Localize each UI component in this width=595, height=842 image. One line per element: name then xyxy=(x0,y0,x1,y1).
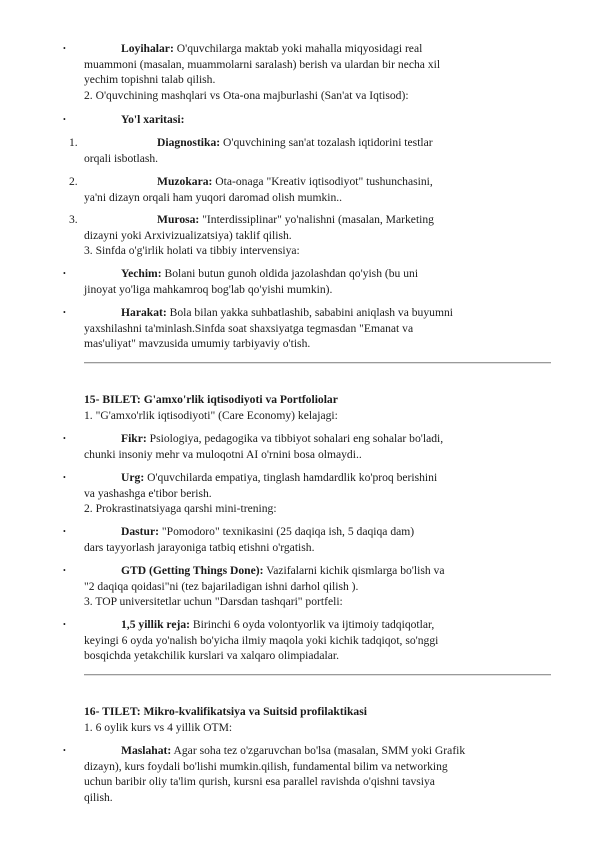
dastur-title: Dastur: xyxy=(121,525,159,538)
maslahat-paragraph: Maslahat: Agar soha tez o'zgaruvchan bo'lsa (masalan, SMM yoki Grafik dizayn), kurs foydali bo'lishi mumkin.qilish, fundamental bilim va networking uchun baribir oliy ta'lim qurish, kursni esa parallel ravishda o'qishni tavsiya qilish. xyxy=(84,744,466,804)
loyihalar-paragraph xyxy=(84,41,546,88)
bullet-icon: • xyxy=(63,566,66,575)
yechim-paragraph: Yechim: Bolani butun gunoh oldida jazolashdan qo'yish (bu uni jinoyat yo'liga mahkamroq bog'lab qo'yishi mumkin). xyxy=(84,267,419,296)
loyihalar-line-1: Loyihalar: O'quvchilarga maktab yoki mahalla miqyosidagi real xyxy=(121,42,423,55)
diagnostika-title: Diagnostika: xyxy=(157,136,221,149)
bilet15-item1-header: 1. "G'amxo'rlik iqtisodiyoti" (Care Economy) kelajagi: xyxy=(84,409,338,422)
item3-header: 3. Sinfda o'g'irlik holati va tibbiy intervensiya: xyxy=(84,244,300,257)
bullet-icon: • xyxy=(63,473,66,482)
dastur-paragraph: Dastur: "Pomodoro" texnikasini (25 daqiqa ish, 5 daqiqa dam) dars tayyorlash jarayoniga tatbiq etishni o'rgatish. xyxy=(84,525,415,554)
list-number: 2. xyxy=(69,175,78,188)
bullet-icon: • xyxy=(63,434,66,443)
bilet-15-heading: 15- BILET: G'amxo'rlik iqtisodiyoti va Portfoliolar xyxy=(84,393,338,406)
diagnostika-paragraph: Diagnostika: O'quvchining san'at tozalash iqtidorini testlar orqali isbotlash. xyxy=(84,136,433,165)
bilet15-item2-header: 2. Prokrastinatsiyaga qarshi mini-trening: xyxy=(84,502,277,515)
yol-xaritasi-heading xyxy=(84,112,546,128)
fikr-title: Fikr: xyxy=(121,432,147,445)
bullet-icon: • xyxy=(63,269,66,278)
muzokara-paragraph: Muzokara: Ota-onaga "Kreativ iqtisodiyot" tushunchasini, ya'ni dizayn orqali ham yuqori daromad olish mumkin.. xyxy=(84,175,433,204)
loyihalar-line-3: yechim topishni talab qilish. xyxy=(84,73,216,87)
gtd-title: GTD (Getting Things Done): xyxy=(121,564,264,577)
list-number: 3. xyxy=(69,213,78,226)
bullet-icon: • xyxy=(63,115,66,124)
urg-paragraph: Urg: O'quvchilarda empatiya, tinglash hamdardlik ko'proq berishini va yashashga e'tibor berish. xyxy=(84,471,438,500)
murosa-paragraph: Murosa: "Interdissiplinar" yo'nalishni (masalan, Marketing dizayni yoki Arxivizualizatsiya) taklif qilish. xyxy=(84,213,434,242)
yillik-reja-paragraph: 1,5 yillik reja: Birinchi 6 oyda volontyorlik va ijtimoiy tadqiqotlar, keyingi 6 oyda yo'nalish bo'yicha ilmiy maqola yoki kichik tadqiqot, so'nggi bosqichda yetakchilik kurslari va xalqaro olimpiadalar. xyxy=(84,618,439,663)
harakat-paragraph: Harakat: Bola bilan yakka suhbatlashib, sababini aniqlash va buyumni yaxshilashni ta'minlash.Sinfda soat shaxsiyatga tegmasdan "Emanat va mas'uliyat" mavzusida umumiy tarbiyaviy o'tish. xyxy=(84,306,453,351)
bullet-icon: • xyxy=(63,527,66,536)
item2-header: 2. O'quvchining mashqlari vs Ota-ona majburlashi (San'at va Iqtisod): xyxy=(84,89,409,102)
loyihalar-title: Loyihalar: xyxy=(121,42,174,55)
murosa-title: Murosa: xyxy=(157,213,200,226)
bullet-icon: • xyxy=(63,746,66,755)
maslahat-title: Maslahat: xyxy=(121,744,172,757)
horizontal-rule xyxy=(84,674,551,676)
harakat-title: Harakat: xyxy=(121,306,167,319)
tilet-16-heading: 16- TILET: Mikro-kvalifikatsiya va Suitsid profilaktikasi xyxy=(84,705,367,718)
yechim-title: Yechim: xyxy=(121,267,162,280)
tilet16-item1-header: 1. 6 oylik kurs vs 4 yillik OTM: xyxy=(84,721,233,734)
bullet-icon: • xyxy=(63,620,66,629)
muzokara-title: Muzokara: xyxy=(157,175,213,188)
urg-title: Urg: xyxy=(121,471,145,484)
yillik-reja-title: 1,5 yillik reja: xyxy=(121,618,191,631)
list-number: 1. xyxy=(69,136,78,149)
gtd-paragraph: GTD (Getting Things Done): Vazifalarni kichik qismlarga bo'lish va "2 daqiqa qoidasi"ni (tez bajariladigan ishni darhol qilish ). xyxy=(84,564,445,593)
yol-xaritasi-title: Yo'l xaritasi: xyxy=(121,113,185,126)
horizontal-rule xyxy=(84,362,551,364)
bullet-icon: • xyxy=(63,44,66,53)
bilet15-item3-header: 3. TOP universitetlar uchun "Darsdan tashqari" portfeli: xyxy=(84,595,343,608)
loyihalar-line-2: muammoni (masalan, muammolarni saralash) berish va ulardan bir necha xil xyxy=(84,57,441,71)
bullet-icon: • xyxy=(63,308,66,317)
fikr-paragraph: Fikr: Psiologiya, pedagogika va tibbiyot sohalari eng sohalar bo'ladi, chunki insoniy mehr va muloqotni AI o'rnini bosa olmaydi.. xyxy=(84,432,444,461)
